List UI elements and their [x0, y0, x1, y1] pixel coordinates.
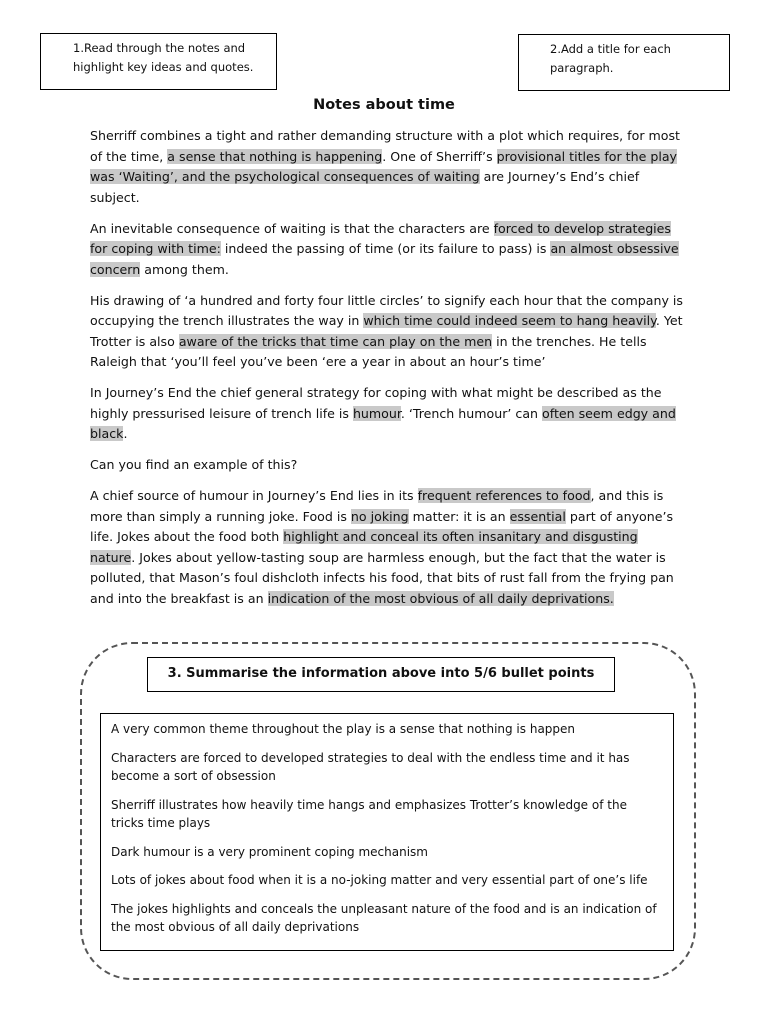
- paragraph-text: in the trenches. He tells Raleigh that ‘you’ll feel you’ve been ‘ere a year in about an hour’s time’: [90, 333, 647, 369]
- summary-point: Dark humour is a very prominent coping mechanism: [111, 844, 428, 859]
- paragraph-text: . Yet Trotter is also: [90, 313, 683, 349]
- paragraph-text: . One of Sherriff’s: [382, 148, 497, 164]
- summary-point: Lots of jokes about food when it is a no-joking matter and very essential part of one’s life: [111, 873, 648, 887]
- paragraph-text: An inevitable consequence of waiting is that the characters are: [90, 220, 494, 236]
- paragraph-text: . Jokes about yellow-tasting soup are harmless enough, but the fact that the water is polluted, that Mason’s foul dishcloth infects his food, that bits of rust fall from the frying pan and into the breakfast is an: [90, 549, 674, 606]
- paragraph-text: are Journey’s End’s chief subject.: [90, 169, 640, 205]
- highlighted-text: which time could indeed seem to hang heavily: [363, 313, 656, 328]
- notes-paragraph: [90, 219, 686, 281]
- highlighted-text: an almost obsessive concern: [90, 241, 679, 277]
- paragraph-text: , and this is more than simply a running joke. Food is: [90, 488, 664, 524]
- highlighted-text: a sense that nothing is happening: [167, 148, 383, 164]
- paragraph-text: indeed the passing of time (or its failure to pass) is: [220, 241, 551, 256]
- paragraph-text: part of anyone’s life. Jokes about the food both: [90, 508, 674, 544]
- instruction-box-add-title: [518, 34, 730, 91]
- notes-paragraph: [90, 291, 686, 373]
- highlighted-text: indication of the most obvious of all daily deprivations.: [267, 590, 614, 606]
- paragraph-text: . ‘Trench humour’ can: [400, 405, 543, 421]
- summary-point: Characters are forced to developed strategies to deal with the endless time and it has become a sort of obsession: [111, 750, 630, 783]
- document-title: Notes about time: [313, 97, 455, 113]
- instruction-text-1: 1.Read through the notes and highlight key ideas and quotes.: [73, 41, 254, 74]
- instruction-text-2: 2.Add a title for each paragraph.: [550, 42, 671, 75]
- paragraph-text: Sherriff combines a tight and rather demanding structure with a plot which requires, for most of the time,: [90, 128, 680, 164]
- instruction-box-read-highlight: [40, 33, 277, 90]
- summary-point: The jokes highlights and conceals the unpleasant nature of the food and is an indication of the most obvious of all daily deprivations: [111, 901, 657, 934]
- highlighted-text: humour: [352, 405, 401, 421]
- notes-paragraph: [90, 486, 686, 609]
- paragraph-text: His drawing of ‘a hundred and forty four little circles’ to signify each hour that the company is occupying the trench illustrates the way in: [90, 292, 683, 328]
- summary-point: A very common theme throughout the play is a sense that nothing is happen: [111, 722, 576, 736]
- highlighted-text: highlight and conceal its often insanitary and disgusting nature: [90, 529, 638, 565]
- paragraph-text: among them.: [140, 261, 229, 277]
- highlighted-text: aware of the tricks that time can play on the men: [178, 333, 493, 349]
- highlighted-text: forced to develop strategies for coping with time:: [90, 220, 671, 256]
- paragraph-text: .: [123, 426, 128, 441]
- notes-paragraph: [90, 455, 686, 476]
- summary-point: Sherriff illustrates how heavily time hangs and emphasizes Trotter’s knowledge of the tricks time plays: [111, 797, 627, 830]
- paragraph-text: matter: it is an: [408, 508, 510, 524]
- highlighted-text: often seem edgy and black: [90, 405, 676, 441]
- summary-heading: 3. Summarise the information above into 5/6 bullet points: [147, 657, 615, 692]
- notes-paragraph: [90, 126, 686, 208]
- highlighted-text: no joking: [350, 508, 409, 524]
- highlighted-text: essential: [509, 508, 566, 524]
- paragraph-text: Can you find an example of this?: [90, 457, 298, 472]
- notes-paragraph: [90, 383, 686, 445]
- paragraph-text: A chief source of humour in Journey’s End lies in its: [90, 488, 418, 503]
- paragraph-text: In Journey’s End the chief general strategy for coping with what might be described as the highly pressurised leisure of trench life is: [90, 385, 662, 421]
- notes-body: [90, 126, 686, 620]
- summary-answer-box[interactable]: [100, 713, 674, 951]
- highlighted-text: provisional titles for the play was ‘Waiting’, and the psychological consequences of waiting: [90, 148, 677, 184]
- highlighted-text: frequent references to food: [417, 488, 591, 503]
